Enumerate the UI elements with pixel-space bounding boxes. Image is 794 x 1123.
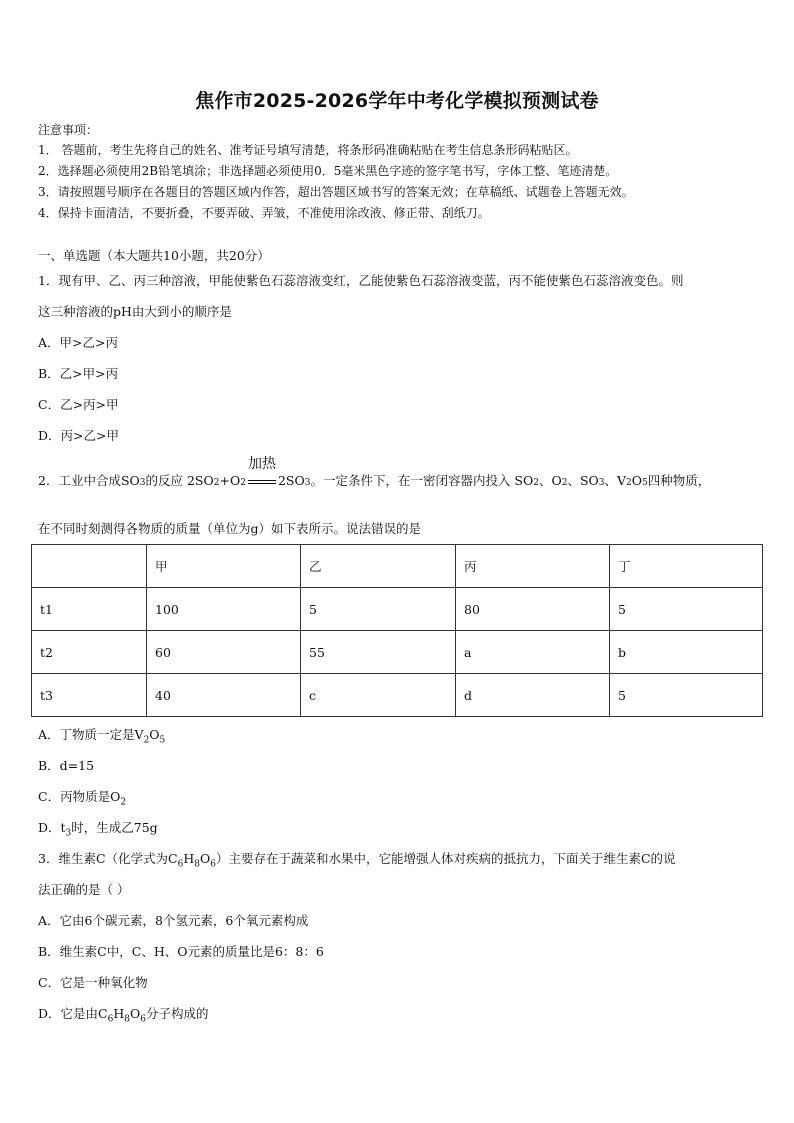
option-b: B．维生素C中，C、H、O元素的质量比是6：8：6 <box>38 944 324 959</box>
table-cell: 80 <box>456 588 610 631</box>
question-text: 在不同时刻测得各物质的质量（单位为g）如下表所示。说法错误的是 <box>38 521 422 536</box>
table-cell <box>32 545 147 588</box>
question-text: 这三种溶液的pH由大到小的顺序是 <box>38 304 232 319</box>
option-a: A．它由6个碳元素，8个氢元素，6个氧元素构成 <box>38 913 309 928</box>
table-cell: d <box>456 674 610 717</box>
option-c: C．丙物质是$O_2$ <box>38 789 127 808</box>
notes-item: 4．保持卡面清洁，不要折叠，不要弄破、弄皱，不准使用涂改液、修正带、刮纸刀。 <box>38 206 490 220</box>
option-d: D．它是由$C_6H_8O_6$分子构成的 <box>38 1006 209 1025</box>
notes-item: 3．请按照题号顺序在各题目的答题区域内作答，超出答题区域书写的答案无效；在草稿纸、试题卷上答题无效。 <box>38 185 634 199</box>
table-cell: 60 <box>147 631 301 674</box>
table-row <box>32 588 763 631</box>
page-title: 焦作市2025-2026学年中考化学模拟预测试卷 <box>195 90 599 112</box>
table-cell: 甲 <box>147 545 301 588</box>
notes-item: 2．选择题必须使用2B铅笔填涂；非选择题必须使用0．5毫米黑色字迹的签字笔书写，字体工整、笔迹清楚。 <box>38 164 618 178</box>
mass-table <box>31 544 763 717</box>
table-cell: a <box>456 631 610 674</box>
question-text: 3．维生素C（化学式为$C_6H_8O_6$）主要存在于蔬菜和水果中，它能增强人体对疾病的抵抗力，下面关于维生素C的说 <box>38 851 676 870</box>
table-cell: 5 <box>610 588 763 631</box>
option-d: D．$t_3$时，生成乙75g <box>38 820 158 839</box>
option-d: D．丙>乙>甲 <box>38 428 119 443</box>
table-cell: 5 <box>301 588 456 631</box>
option-b: B．乙>甲>丙 <box>38 366 119 381</box>
option-b: B．d=15 <box>38 758 95 773</box>
table-cell: 55 <box>301 631 456 674</box>
question-text: 1．现有甲、乙、丙三种溶液，甲能使紫色石蕊溶液变红，乙能使紫色石蕊溶液变蓝，丙不能使紫色石蕊溶液变色。则 <box>38 273 684 288</box>
section-heading: 一、单选题（本大题共10小题，共20分） <box>38 248 270 263</box>
notes-heading: 注意事项： <box>38 123 99 137</box>
option-c: C．乙>丙>甲 <box>38 397 119 412</box>
question-text: 2．工业中合成SO $_3$ 的反应 2SO $_2$ +O $_2$ 加热 2SO $_3$ 。一定条件下，在一密闭容器内投入 SO $_2$ 、O $_2$ 、SO $_3$ 、V $_2$ O $_5$ 四种物质， <box>38 456 711 488</box>
table-row <box>32 674 763 717</box>
table-cell: b <box>610 631 763 674</box>
reaction-condition: 加热 <box>248 473 276 488</box>
table-cell: t3 <box>32 674 147 717</box>
table-cell: 丙 <box>456 545 610 588</box>
table-cell: 乙 <box>301 545 456 588</box>
option-c: C．它是一种氧化物 <box>38 975 148 990</box>
table-header-row <box>32 545 763 588</box>
option-a: A．甲>乙>丙 <box>38 335 118 350</box>
option-a: A．丁物质一定是$V_2O_5$ <box>38 727 166 746</box>
notes-item: 1． 答题前，考生先将自己的姓名、准考证号填写清楚，将条形码准确粘贴在考生信息条形码粘贴区。 <box>38 143 578 157</box>
table-row <box>32 631 763 674</box>
table-cell: 丁 <box>610 545 763 588</box>
table-cell: c <box>301 674 456 717</box>
table-cell: 5 <box>610 674 763 717</box>
table-cell: 100 <box>147 588 301 631</box>
table-cell: t1 <box>32 588 147 631</box>
table-cell: t2 <box>32 631 147 674</box>
question-text: 法正确的是（ ） <box>38 882 130 897</box>
table-cell: 40 <box>147 674 301 717</box>
